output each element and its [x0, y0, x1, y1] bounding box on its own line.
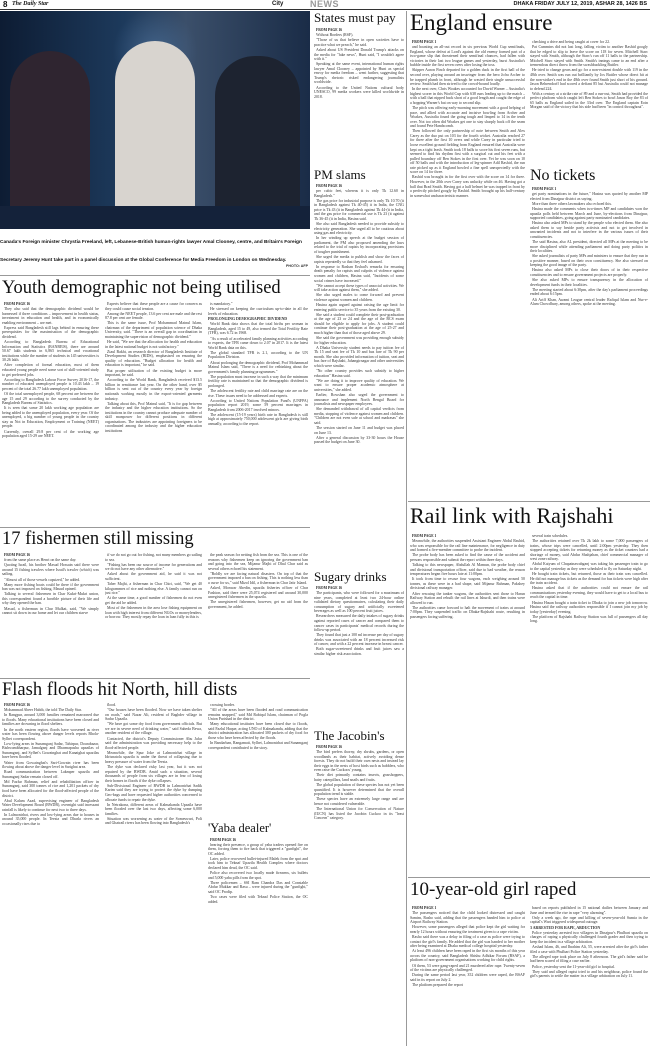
paragraph: According to the United Nations cultural body UNESCO, 99 media workers were killed worldwide in 2018.: [314, 85, 404, 99]
paragraph: Most of the fishermen in the area lose fishing equipment on loan with high interest from different NGOs or moneylenders, or borrow. They mostly repay the loan in loan fully in this is: [105, 605, 202, 620]
youth-col-1: [2, 302, 99, 525]
paragraph: She also said Bangladesh needed to provide subsidy to electricity generation. She urged all to be cautious about using gas and electricity.: [314, 222, 404, 236]
paragraph: During the same period last year, 352 children were raped, the BSAF said in its report on July 2.: [410, 973, 525, 982]
paragraph: She asked journalists of party MPs and ministers to ensure that they run in a positive manner, based on their own constituency. She also stressed on keeping the good image of the party.: [530, 254, 648, 268]
paragraph: Experts believe that these people are a cause for concern as they could cause social tension.: [105, 302, 202, 311]
paragraph: Rasho said there was a delay in filing of a case as police were trying to contact the girl's family. He added that the girl was handed to her mother after being examined at Dhaka medical college hospital yesterday.: [410, 935, 525, 949]
paragraph: The session started on June 11 and budget was placed on June 13.: [314, 425, 404, 435]
paper-name: The Daily Star: [12, 1, 49, 7]
paragraph: several train schedules.: [532, 534, 569, 538]
dateline: DHAKA FRIDAY JULY 12, 2019, ASHAR 28, 1426 BS: [513, 1, 647, 7]
england-headline: England ensure: [410, 11, 553, 35]
divider: [0, 678, 310, 679]
paragraph: Talking to this newspaper, Abdullah Al Mamun, the probe body chief and divisional transportation officer, said due to bad weather, the reason temperatures began five hours late at 11:00pm.: [410, 563, 525, 577]
paragraph: But proper utilisation of the existing budget is more important, he said.: [105, 368, 202, 378]
paragraph: "All of the areas have been flooded and road communication remains snapped," said Md Rabiqul Islam, chairman of Pogla Union Parishad in the district.: [208, 708, 308, 722]
paragraph: Later, police recovered bullet-injured Malek from the spot and took him to Teknaf Upazila Health Complex where doctors declared him dead, the OC said.: [208, 856, 308, 870]
headline: PM slams: [314, 168, 366, 182]
photo-figure-clooney: [115, 41, 195, 229]
paragraph: Two cases were filed with Teknaf Police Station, the OC added.: [208, 895, 308, 904]
headline: No tickets: [530, 168, 596, 184]
paragraph: hearing their presence, a group of yaba traders opened fire on them, forcing them to fire back that triggered a "gunfight", the OC added.: [208, 842, 308, 856]
youth-headline: Youth demographic not being utilised: [2, 279, 281, 298]
paragraph: They found that just a 100 ml increase per day of sugary drinks was associated with an 18 percent increased risk of cancer, and with a 22 percent increase in breast cancer.: [314, 633, 404, 647]
paragraph: In her winding up speech at the budget session of parliament, the PM also proposed amending the laws related to the trial of rapists by incorporating provisions of tougher punishment.: [314, 236, 404, 255]
paragraph: Hasina also asked MPs to close their doors of in their respective constituencies and to ensure government projects are properly.: [530, 268, 648, 277]
girl-headline: 10-year-old girl raped: [410, 880, 577, 900]
paragraph: In Bandarban, Rangamati, Sylhet, Lalmonirhat and Sunamganj correspondent contributed to the story.: [208, 741, 308, 750]
paragraph: Water from Gowainghat's Sari-Gowain river has been flowing about above the danger level in Sarighat area.: [2, 760, 99, 770]
photo-table: [0, 206, 310, 229]
fishermen-col-1: [2, 553, 99, 677]
story-body: [314, 745, 404, 821]
paragraph: from the same place as Henri on the same day.: [4, 558, 77, 563]
paragraph: Taher Majhi, a fisherman in Char Chiri, said, "We get 40 kilogrammes of rice and nothing else. A family cannot run on just rice.": [105, 582, 202, 596]
paragraph: per cubic feet, whereas it is only Tk 12.60 in Bangladesh.": [314, 189, 404, 198]
paragraph: Road communication between Lakmper upazila and Sunamganj Sadar remain closed off.: [2, 770, 99, 779]
rail-col-2: [530, 534, 648, 676]
paragraph: The platform of Rajshahi Railway Station was full of passengers all day long.: [530, 614, 648, 624]
paragraph: The dyke was declared risky last year, but it was not repaired by the BWDB. Amid such a situation, several thousands of people from six villages are in fear of losing their homes in floods if the dyke collapses.: [105, 765, 202, 783]
england-col-1: [410, 40, 525, 500]
photo-figure-hunt: [215, 56, 300, 229]
subhead: 3 ARRESTED FOR RAPE, ABDUCTION: [530, 925, 601, 930]
paragraph: Talking to several fishermen in Char Kukri-Mukri union, this correspondent found a horrible picture of their life and why they opened the ban.: [2, 592, 99, 606]
paragraph: is mandatory.": [210, 302, 233, 306]
paragraph: Hasina made the comments when two-times MP and candidates won the upazila polls held between March and June, by-elections from Dinajpur, supported candidates, going against party nominated candidates.: [530, 206, 648, 221]
paragraph: More than three others lawmakers also echoed this.: [532, 201, 612, 206]
paragraph: "We cannot accept these types of unsocial activities. We will take action against them," she added.: [314, 283, 404, 293]
subhead: PROLONGING DEMOGRAPHIC DIVIDEND: [208, 317, 288, 322]
paragraph: Only a week ago, the rape and killing of seven-year-old Sumia in the capital's Wari triggered widespread outrage.: [530, 915, 648, 925]
paragraph: The platform prepared the report: [412, 982, 463, 987]
paragraph: In Rangpur, around 3,000 families remained marooned due to floods. Many educational institutions have been closed and families are drowning in flood shelters.: [2, 713, 99, 727]
paragraph: Low-lying areas in Sunamganj Sadar, Tahirpur, Doarabazar, Bishwambharpur, Jamalganj and Dharmapasha upazilas of Sunamganj, and Sylhet's Gowainghat and Kanaighat upazilas have been flooded.: [2, 741, 99, 760]
kicker: FROM PAGE 16: [4, 302, 31, 306]
kicker: FROM PAGE 16: [210, 837, 237, 842]
paragraph: About prolonging the demographic dividend, Prof Mohammad Mainul Islam said, "There is a need for rethinking about the government's family planning programmes.": [208, 360, 308, 374]
paragraph: At the same time, a good number of fishermen do not even get the aid he added.: [105, 596, 202, 605]
paragraph: The adolescent fertility rate and child marriage rate are on the rise. These issues need to be addressed and experts.: [208, 389, 308, 398]
paragraph: Both sugar-sweetened drinks and fruit juices saw a similar higher risk association.: [314, 647, 404, 657]
paragraph: The gas price for industrial purpose is only Tk 10.70 (it in Bangladesh against Tk 40-45) it in India, the CNG price is Tk 43 (it in Bangladesh against Tk 44-(it in India, and the gas price for commercial use is Tk 23 (it against Tk 36-45 (it in India, Hasina said.: [314, 198, 404, 222]
paragraph: She said the government was providing enough subsidy for higher education.: [314, 336, 404, 345]
paragraph: The pitch was offering early-morning movement with a good helping of pace, and allied with accurate and incisive bowling from Archer and Woakes, Australia found the going tough and limped to 14 in the tenth over. Not too often did Woakes get one to stay sharply back off the seam and found Pete Handscomb.: [410, 106, 525, 129]
paragraph: The bird prefers thorny, dry shrubs, gardens, or open woodlands as their habitat, actively avoiding dense forests. They do not build their own nests and instead lay their eggs in the nests of host birds such as babblers, who even raise the Cuckoos' young.: [314, 750, 404, 773]
story-body: [314, 28, 404, 99]
flash-headline: Flash floods hit North, hill dists: [2, 681, 238, 700]
paragraph: In Lalmonirhat, rivers and low-lying areas due to houses in around 35,000 people. In Teesta and Dharla rivers an occasionally rises due to: [2, 812, 99, 827]
page-number: 8: [3, 0, 8, 9]
paragraph: Md Fazlur Rahman, relief and rehabilitation officer in Sunamganj, said 300 tonnes of rice and 1,201 packets of dry food have been allocated for the flood-affected people of the district.: [2, 779, 99, 798]
paragraph: Express said Bangladesh still lags behind in ensuring these prerequisites for the maximisation of the demographic dividend.: [2, 325, 99, 340]
paragraph: Talking about this, Prof Mainul said, "It is for gap between the industry and the higher education institutions. So the institutions in the country cannot produce adequate number of skill manpower for different positions in different organisations. The industries are appointing foreigners to be coordinated among the industry and the higher education institutions: [105, 401, 202, 433]
masthead: [0, 0, 650, 9]
paragraph: Pat Cummins did not last long, falling victim to another Rashid googly that he edged to slip to leave the score on 118 for seven. Mitchell Starc stayed with Smith, although the Starc's run off 11 balls to the partnership. Mitchell Starc stayed with Smith. Smith's innings came to an end after a tremendous direct throw from the swashbuckling Buttler.: [530, 45, 648, 68]
flash-col-3: [208, 703, 308, 821]
paragraph: The International Union for Conservation of Nature (IUCN) has listed the Jacobin Cuckoo in its "least Concern" category.: [314, 807, 404, 821]
paragraph: This is the same issue, Prof Mohammad Mainul Islam, chairman of the department of population science of Dhaka University, said. "There is an overall gap in coordination in maintaining the supervision of demographic dividend.": [105, 321, 202, 340]
paragraph: He said, "We see that the allocation for health and education in the latest national budget is not satisfactory.": [105, 340, 202, 349]
paragraph: Meanwhile, the authorities suspended Assistant Engineer Abdul Rashid, who was responsible for the rail line maintenance, for negligence in duty and formed a five-member committee to probe the incident.: [410, 539, 525, 553]
paragraph: Police also recovered two locally made firearms, six bullets and 5,000 yaba pills from the spot.: [208, 871, 308, 880]
story-body: [208, 838, 308, 905]
story-body: [530, 187, 648, 307]
paragraph: Hasina again argued against raising the age limit for entering public service to 35 years from the existing 30.: [314, 303, 404, 312]
paragraph: the peak season for netting fish from the sea. This is one of the reasons why fishermen keep on ignoring the government ban and going into the sea, Mijanur Majhi of Dhal Char said as several others echoed his statement.: [208, 553, 308, 571]
youth-col-3: [208, 302, 308, 525]
paragraph: Ali Ariff Khan, Awami League central leader Rafiqul Islam and Nur-e-Alam Chowdhury, among others, spoke at the meeting.: [530, 297, 648, 307]
paragraph: The unregistered fishermen, however, get no aid from the government, he added.: [208, 600, 308, 609]
paragraph: "No other country provides such subsidy to higher education" Hasina said.: [314, 369, 404, 378]
paragraph: "We have got some dry food from government officials. But we are in severe need of drinking water," said Saheda Bewa, another resident of the village.: [105, 722, 202, 736]
divider: [408, 501, 650, 502]
paragraph: Currently, overall 29.8 per cent of the working age population aged 15-29 are NEET.: [2, 429, 99, 439]
paragraph: "Those of us that believe in open societies have to practice what we preach," he said.: [314, 38, 404, 47]
no-tickets-story: [530, 168, 648, 500]
paragraph: Abdul Kaiyum of Chapainawabganj was taking his passenger train to go to the capital yesterday as they were scheduled to fly on Saturday night.: [530, 562, 648, 572]
photo-figure-freeland: [10, 51, 90, 229]
column-divider: [406, 11, 407, 1046]
flash-col-1: [2, 703, 99, 1046]
headline: States must pay: [314, 11, 396, 25]
divider: [0, 275, 310, 276]
paragraph: It took from time to rescue four wagons, each weighing around 50 tonnes, as these were in a bad shape, said Mijanur Rahman, Pakshey divisional railway manager.: [410, 577, 525, 591]
youth-col-2: [105, 302, 202, 525]
paragraph: and boasting an all-out record in six previous World Cup semifinals, England, whose defeat at Lord's against the old enemy formed part of a two-game slip that threatened their semifinal chances, had fallen with victories in their last two league games and yesterday, burst Australia's bubble inside the first seven overs after losing the toss.: [410, 45, 525, 68]
paragraph: She said a student could complete their post-graduation at the age of 23 or 24 and the age of the BCS exam should be eligible to apply for jobs. A student could continue their post-graduation at the age of 25-27 and much higher than that of those aged above 29.: [314, 312, 404, 335]
photo-caption: Canada's Foreign minister Chrystia Freeland, left, Lebanese-British human-rights lawyer Amal Clooney, centre, and Britain's Foreign Secretary Jeremy Hunt take part in a panel discussion at the Global Conference for Media Freedom in London on Wednesday.: [0, 240, 302, 263]
paragraph: Quoting Israil, his brother Masud Hossain said there were around 15 fishing trawlers where Israil's trawler (which) was sailing.: [2, 563, 99, 577]
england-col-2: [530, 40, 648, 165]
paragraph: She urged the media to publish and show the faces of rapists repeatedly so that they feel ashamed.: [314, 255, 404, 264]
paragraph: The population must increase in such a way that the minimum fertility rate is maintained so that the demographic dividend is prolonged.: [208, 374, 308, 388]
sugary-drinks-story: [314, 570, 404, 728]
fishermen-col-2: [105, 553, 202, 677]
section-name: City: [272, 1, 284, 7]
paragraph: After a general discussion by 33-30 hours the House passed the budget on June 30.: [314, 435, 404, 445]
paragraph: The global population of these species has not yet been quantified. It is however determined that the overall population trend is stable.: [314, 783, 404, 797]
masthead-rule: [0, 9, 650, 10]
flash-col-2: [105, 703, 202, 1046]
paragraph: "Our houses have been flooded. Now we have taken shelter on roads," said Nazar Ali, resident of Baghder village in Sadar Upazila.: [105, 708, 202, 722]
paragraph: World Bank data shows that the total births per woman in Bangladesh, aged 15 to 49, also termed the Total Fertility Rate (TFR), was 6.72 in 1968.: [208, 322, 308, 336]
paragraph: crossing border.: [210, 703, 235, 707]
states-must-pay-story: [314, 11, 404, 169]
paragraph: Earlier, Rowshan also urged the government to announce and implement North Bengal Board for journalists and newspaper employees.: [314, 392, 404, 407]
paragraph: However, some passengers alleged that police kept the girl waiting for nearly 12 hours without ensuring the treatment given to a rape victim.: [410, 925, 525, 934]
kicker: FROM PAGE 1: [532, 187, 557, 191]
paragraph: The alleged rape took place on July 8 afternoon. The girl's father said he had been scared of filing a case earlier.: [530, 954, 648, 964]
paragraph: Hasina Hasan bought a train ticket to Dhaka to join a new job tomorrow. Hasina said the railway authorities responsible if I cannot join my job by today [yesterday] evening.: [530, 600, 648, 614]
paragraph: Their diet primarily contains insects, grasshoppers, hairy caterpillars, land snails and fruits.: [314, 773, 404, 783]
girl-col-1: [410, 906, 525, 1046]
paragraph: Among the NEET people, 13.6 per cent are male and the rest 87.8 per cent are female.: [105, 311, 202, 321]
paragraph: Hasina also asked MPs to stand by the people who elected them. She also asked them to say beside party activists and not to get involved in unwanted incidents and not to interfere in the various issues of their constituencies.: [530, 221, 648, 239]
paragraph: if we do not go out for fishing, not many members go sailing to sea.: [105, 553, 202, 562]
paragraph: "Boldly we are facing natural disasters. On top of that the government imposed a ban on fishing. This is nothing less than a curse for us," said Mizol Idil, a fisherman in Char Jatir Island.: [208, 571, 308, 585]
paragraph: Situation was worsening as water of the Someswari, Poli and Ghatrail rivers has been flowing into Bangladesh's: [105, 816, 202, 826]
kicker: FROM PAGE 1: [412, 906, 437, 910]
paragraph: She demanded withdrawal of all capital verdicts from media, stopping of violence against women and children. "Children are not even safe at school and madrasas" she said.: [314, 407, 404, 425]
paragraph: At least 496 children have been raped in the first six months of this year across the country, said Bangladesh Shishu Adhikar Forum (BSAF), a platform of non-government organisations working for child rights.: [410, 949, 525, 963]
paragraph: A Dhaka University student needs to pay tuition fee of Tk 15 and seat fee of Tk 10 and bus fare of Tk 90 per month. She also provided information of tuition, seat and bus fare of Rajshahi, Jahangirnagar and other universities which were similar.: [314, 345, 404, 368]
kicker: FROM PAGE 1: [412, 40, 437, 44]
paragraph: In the north eastern region, floods have worsened as river water has been flowing above danger levels reports Bhola-Sylhet correspondent.: [2, 727, 99, 741]
paragraph: Hasina asked that if the authorities could not ensure the rail communications yesterday evening, they would have to get to a local bus to reach the capital in time.: [530, 586, 648, 600]
kicker: FROM PAGE 16: [316, 586, 343, 590]
fishermen-headline: 17 fishermen still missing: [2, 530, 194, 549]
paragraph: The adolescent (15-19 years) birth rate in Bangladesh is still high at approximately 750,000 adolescent girls are giving birth annually, according to the report.: [208, 412, 308, 427]
paragraph: Researchers measured the daily intakes of sugary drinks against reported cases of cancer and compared them to cancer cases in participants' medical records during the follow-up period.: [314, 614, 404, 633]
headline: The Jacobin's: [314, 729, 385, 743]
paragraph: Contacted, the district's Deputy Commissioner Abu Jafar said the administration was providing necessary help to the flood-affected people.: [105, 736, 202, 750]
section-tag: NEWS: [310, 0, 339, 9]
paragraph: Of the total unemployed people, 68 percent are between the age 15 and 29 according to the survey conducted by the Bangladesh Bureau of Statistics.: [2, 391, 99, 406]
paragraph: After rescuing the tanker wagons, the authorities sent those to Harun Railway Station and rebuilt the rail lines at Ishurdi, and then trains were allowed to run.: [410, 591, 525, 605]
paragraph: "As a result of accelerated family planning activities according to experts, the TFR came down to 2.07 in 2017. It is the latest World Bank data on this.: [208, 336, 308, 350]
paragraph: The probe body has been asked to find the cause of the accident and persons responsible and submit the report within three days.: [410, 553, 525, 562]
paragraph: Mohammad Abeer Habib, the told The Daily Star.: [4, 708, 82, 713]
paragraph: "We are doing it to improve quality of education. We want to ensure proper academic atmosphere at universities," she added.: [314, 378, 404, 392]
paragraph: She also urged males to come forward and prevent violence against women and children.: [314, 293, 404, 302]
pm-slams-story: [314, 168, 404, 569]
paragraph: According to United Nations Population Fund's (UNFPA) population report 2019, some 59 percent marriages in Bangladesh from 2006-2017 involved minors.: [208, 398, 308, 412]
paragraph: Speaking at the same event, international human rights lawyer Amal Clooney – appointed by Hunt as special envoy for media freedom – went further, suggesting that Trump's rhetoric risked endangering journalists worldwide.: [314, 62, 404, 85]
paragraph: The participants, who were followed for a maximum of nine years, completed at least two 24-hour online validated dietary questionnaires, calculating their daily consumption of sugary and artificially sweetened beverages as well as 100 percent fruit juices.: [314, 591, 404, 614]
paragraph: Arshad Islam, 46, and Ibrahim Ali, 55, were arrested after the girl's father filed a case with Phulbari Police Station yesterday.: [530, 945, 648, 954]
paragraph: The authorities came forward to halt the movement of trains at around 7:00pm. They suspended traffic on Dhaka-Rajshahi route, resulting in passengers facing suffering.: [410, 605, 525, 619]
rail-col-1: [410, 534, 525, 676]
paragraph: Many more fishing boats could be there if the government ban was not imposed on fishing, Masud opined.: [2, 582, 99, 592]
paragraph: Three policemen – SSI Ram Chandra Das and Constable Abdur Mukkar and Rasu – were injured during the "gunfight," said OC Prodip.: [208, 880, 308, 894]
paragraph: They said and alleged rapist tried to and his neighbour, police found the girl's parents to settle the matter in a village arbitration on July 11.: [530, 969, 648, 979]
paragraph: It is seen that some 20 lakh working age population are being added to the unemployed population, every year. Of the unemployed, a big number of young people in the country stay as Not in Education, Employment or Training (NEET) people.: [2, 406, 99, 429]
paragraph: With a century at a strike rate of 89 and a run-out, Smith had provided the perfect platform which caught left Ben Stokes to bowl Jason Roy the 83 of 65 balls as England sailed in the 33rd over. The England captain Eoin Morgan said of the victory that his side had been "in control throughout".: [530, 91, 648, 110]
paragraph: Masud, a fisherman in Char Mulkat, said, "We simply cannot sit down in our home and let our children starve: [2, 606, 99, 616]
girl-col-2: [530, 906, 648, 1046]
paragraph: In the next over, Chris Woakes accounted for David Warner – Australia's highest scorer in this World Cup with 638 runs leading up to the match – with a ball that nipped back short of a good length and caught the edge of a hopping Warner's bat on way to second slip.: [410, 87, 525, 105]
paragraph: The passengers noticed that the child looked distressed and caught Samim, Rasho said, adding that the passengers handed him to police at Airport Railway Station.: [410, 911, 525, 925]
paragraph: He stressed on keeping the curriculum up-to-date in all the levels of education.: [208, 307, 308, 316]
fishermen-col-3: [208, 553, 308, 677]
paragraph: He bought train tickets, but returned, those as their train was cancelled. He did not manage bus tickets as the demand for bus tickets were high after the train accident.: [530, 572, 648, 586]
paragraph: He tried to change gears and go for a non-existent double with 119 in the 48th over. Smith was run out brilliantly by Jos Buttler whose direct hit at the non-striker's end in the 48th over found Smith just short of his ground. Jason Behrendorff had scored a defiant 85 but Australia could not manage to defend 224.: [530, 68, 648, 91]
paragraph: flood.: [107, 703, 117, 707]
kicker: FROM PAGE 16: [316, 745, 343, 749]
paragraph: Skipper Aaron Finch departed for a golden duck in the first ball of the second over, playing around an inswinger from the hero Jofra Archer to be trapped plumb in front, although he wasted their single unsuccessful review. Smith had then strived to the crowd-bound loudly.: [410, 68, 525, 87]
paragraph: The authorities retained over Tk 2k lakh to some 7,000 passengers of trains, whose trips were cancelled, until 2:00pm yesterday. They then stopped accepting tickets for returning money as the ticket counters had a shortage of money, said Abdur Shahjahan, chief commercial manager of west zone railway.: [530, 539, 648, 562]
story-body: [314, 184, 404, 445]
paragraph: The global standard TFR is 2.1, according to the UN Population Division.: [208, 350, 308, 360]
kicker: FROM PAGE 1: [412, 534, 437, 538]
paragraph: Ziaul Bakht, an research director of Bangladesh Institute of Development Studies (BIDS), emphasised on ensuring the quality of education. "Budget allocation for health and education is important," he said.: [105, 349, 202, 368]
paragraph: based on reports published in 15 national dailies between January and June and termed the rise in rape "very alarming".: [530, 906, 648, 915]
paragraph: According to the World Bank, Bangladesh received $13.5 billion in remittance last year. On the other hand, over $5 billion is sent out of the country every year by foreign nationals working mostly in the export-oriented garments industry.: [105, 378, 202, 401]
paragraph: Then followed the only partnership of note between Smith and Alex Carey as the duo put on 103 for the fourth wicket. Australia reached 27 for three after the first 10 overs and while Carey in particular tried to loose excellent ground fielding from England ensured that Australia were kept on a tight leash. Smith took 18 balls to score his first seven runs, but seemed to find his rhythm first with a surgical cut and his feet with a pulled boundary off Ben Stokes in the first over. Yet he was soon on 10 off 50 balls and with the introduction of leg-spinner Adil Rashid, the run rate picked up as it England bowled a fine spell unexpectedly with the score on 14 for three.: [410, 129, 525, 175]
paragraph: checking a drive and being caught at cover for 22.: [532, 40, 610, 44]
headline: Sugary drinks: [314, 570, 387, 584]
paragraph: Meanwhile, the Spur Joke at Lalmonirhat village in Idrisnatola upazila is under the threat of collapsing due to heavy pressure of water from the Teesta.: [105, 750, 202, 764]
kicker: FROM PAGE 16: [4, 553, 31, 557]
paragraph: Rashid was brought in for the first over with the score on 14 for three. However, in the 20th over Carey was unlucky while on 46. Having got a ball that Brad Smith. Having got a half helmet he was trapped in front by a perfectly pitched googly by Rashid. Smith brought up his half-century in somewhat uncharacteristic manner.: [410, 175, 525, 198]
paragraph: They also said that the demographic dividend would be harnessed if three conditions – improvement in health status, investment in education and health, and in economically enabling environment – are met.: [2, 307, 99, 325]
paragraph: Many educational institutes have been closed due to floods, said Fazlul Haque, acting UNO of Kalmakanda, adding that the district administration has allocated 300 packets of dry food for those who have been affected by the floods.: [208, 722, 308, 741]
paragraph: According to Bangladesh Bureau of Educational Information and Statistics (BANBEIS), there are around 50.67 lakh students in 6,865 technical and vocational institutions while the number of students in 145 universities is 30.26 lakh.: [2, 340, 99, 363]
paragraph: She also asked MPs to ensure transparency in the allocation of development funds in their localities.: [530, 278, 648, 287]
paragraph: Without Borders (RSF).: [316, 33, 354, 38]
divider: [0, 527, 310, 528]
paragraph: Asked about US President Donald Trump's attacks on the media for "fake news", Hunt said, "I wouldn't agree with it.": [314, 47, 404, 62]
divider: [408, 877, 650, 878]
paragraph: "Almost all of those vessels capsized," he added.: [4, 577, 81, 582]
paragraph: Sub-Divisional Engineer of BWDB in Lalmonirhat Sadik Karim said they are trying to protect the dyke by dumping Geo-bags and have requested higher authorities concerned to allocate funds to repair the dyke.: [105, 783, 202, 802]
paragraph: Asked about the government aid, he said it was not sufficient.: [105, 572, 202, 581]
paragraph: Asked, Monwar Abedin, upazila fisheries officer of Char Fashion, said there were 25,074 registered and around 30,000 unregistered fishermen in the upazila.: [208, 586, 308, 600]
photo-caption-box: [0, 230, 310, 274]
paragraph: After completion of formal education, most of them educated young people need some sort of skill-oriented study to get preferred jobs.: [2, 363, 99, 377]
paragraph: In Netrakona, different areas of Kalmakanda Upazila have been flooded over the last two days, affecting some 6,000 families.: [105, 802, 202, 816]
paragraph: According to Bangladesh Labour Force Survey 2016-17, the number of educated unemployed people is 10.43 lakh – 19 percent of the total 26.77 lakh unemployed population.: [2, 377, 99, 391]
paragraph: Of them, 53 were gang-raped and 21 murdered after rape. Twenty-seven of the victims are physically challenged.: [410, 963, 525, 973]
kicker: FROM PAGE 16: [316, 28, 343, 32]
jacobin-story: [314, 729, 404, 889]
paragraph: Police yesterday arrested two villagers in Dinajpur's Phulbari upazila on charges of raping a physically challenged fourth grader and then trying to keep the incident in a village arbitration.: [530, 930, 648, 945]
paragraph: These species have an extremely large range and are hence not considered vulnerable.: [314, 797, 404, 806]
story-body: [314, 586, 404, 657]
paragraph: Abul Kalam Azad, supervising engineer of Bangladesh Water Development Board (BWDB), overnight said incessant rainfall is likely to continue for next two to three days.: [2, 798, 99, 812]
paragraph: The meeting started about 6:30pm, after the day's parliament proceedings ended about 6:15pm.: [530, 287, 648, 297]
yaba-dealer-story: [208, 822, 308, 1046]
photo-credit: PHOTO: AFP: [286, 264, 308, 268]
rail-headline: Rail link with Rajshahi: [410, 505, 614, 528]
paragraph: get party nominations in the future," Hasina was quoted by another MP elected from Dinajpur district as saying.: [530, 192, 648, 201]
paragraph: Police, yesterday sent the 11-year-old girl to hospital.: [532, 964, 616, 969]
paragraph: "Fishing has been our source of income for generations and we do not have any other alternative.": [105, 562, 202, 572]
paragraph: The said Hasina, also AL president, directed all MPs at the meeting to be more disciplined while attending parliament and doing party politics in their localities.: [530, 239, 648, 254]
kicker: FROM PAGE 16: [316, 184, 343, 188]
headline: 'Yaba dealer': [208, 822, 272, 835]
kicker: FROM PAGE 16: [4, 703, 31, 707]
paragraph: In response to Rashan Ershad's remarks for ensuring death penalty for rapists and culprits of violence against women and children, Hasina said, "Incidents of some social crimes have increased.": [314, 264, 404, 283]
news-photo: [0, 11, 310, 229]
